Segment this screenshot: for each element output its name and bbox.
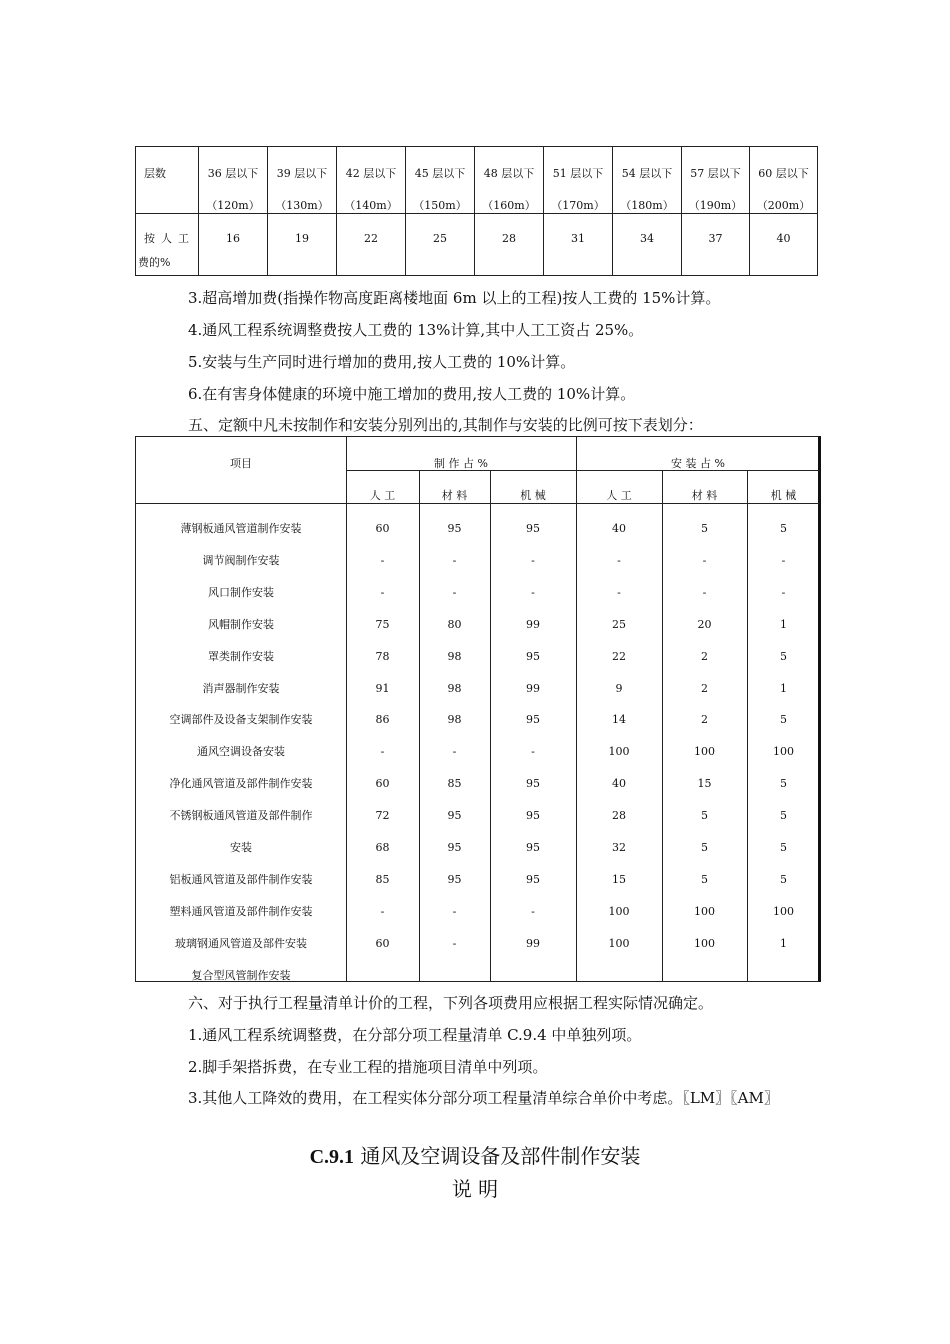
- ratio-value: 98: [447, 713, 462, 726]
- floor-label: 54 层以下: [621, 167, 673, 180]
- percentage-value: 16: [226, 232, 240, 245]
- ratio-value: 5: [780, 713, 787, 726]
- percentage-cell: [268, 214, 337, 276]
- ratio-row-name: 安装: [230, 841, 252, 854]
- ratio-value: -: [531, 905, 535, 918]
- paragraph: 五、定额中凡未按制作和安装分别列出的,其制作与安装的比例可按下表划分：: [188, 416, 703, 434]
- item-header: 项目: [230, 457, 252, 470]
- floor-label: 42 层以下: [345, 167, 397, 180]
- ratio-value: 5: [780, 841, 787, 854]
- table-divider: [346, 437, 347, 982]
- ratio-value: 75: [375, 618, 390, 631]
- ratio-value: 95: [526, 713, 540, 726]
- ratio-value: -: [380, 905, 385, 918]
- height-label: （180m）: [620, 199, 674, 212]
- ratio-value: 5: [780, 873, 787, 886]
- percentage-cell: [544, 214, 613, 276]
- paragraph: 6.在有害身体健康的环境中施工增加的费用,按人工费的 10%计算。: [188, 385, 636, 403]
- percentage-cell: [406, 214, 475, 276]
- ratio-value: 85: [375, 873, 390, 886]
- ratio-value: 2: [701, 713, 708, 726]
- ratio-value: -: [781, 586, 786, 599]
- height-label: （160m）: [482, 199, 536, 212]
- floor-header-row: [136, 147, 818, 214]
- sub-header: 材 料: [441, 489, 468, 502]
- floor-column-cell: [613, 147, 682, 214]
- percentage-cell: [750, 214, 818, 276]
- floor-label: 39 层以下: [276, 167, 328, 180]
- ratio-value: 5: [780, 650, 787, 663]
- sub-header: 机 械: [520, 489, 546, 502]
- ratio-value: 22: [612, 650, 626, 663]
- percentage-value: 34: [640, 232, 654, 245]
- ratio-value: 1: [780, 937, 787, 950]
- ratio-value: -: [452, 745, 457, 758]
- ratio-value: 91: [375, 682, 390, 695]
- ratio-value: -: [531, 554, 535, 567]
- ratio-value: 60: [375, 777, 390, 790]
- floor-label: 36 层以下: [207, 167, 259, 180]
- ratio-value: 5: [701, 841, 708, 854]
- ratio-value: 1: [780, 618, 787, 631]
- ratio-value: -: [452, 937, 457, 950]
- section-number: C.9.1: [309, 1146, 355, 1168]
- ratio-value: 40: [612, 777, 626, 790]
- ratio-value: 95: [447, 873, 462, 886]
- height-label: （200m）: [756, 199, 811, 212]
- percentage-cell: [475, 214, 544, 276]
- ratio-value: 85: [447, 777, 462, 790]
- ratio-value: 28: [612, 809, 626, 822]
- ratio-table: [135, 436, 821, 982]
- ratio-row-name: 风帽制作安装: [208, 618, 274, 631]
- floor-label: 60 层以下: [758, 167, 809, 180]
- subheading: 说 明: [451, 1177, 499, 1201]
- height-label: （140m）: [344, 199, 398, 212]
- section-heading: [0, 1143, 950, 1170]
- table-divider: [576, 437, 577, 982]
- ratio-value: 14: [612, 713, 626, 726]
- paragraph: 1.通风工程系统调整费，在分部分项工程量清单 C.9.4 中单独列项。: [188, 1026, 642, 1044]
- ratio-value: 95: [526, 777, 540, 790]
- ratio-value: 2: [701, 650, 708, 663]
- height-label: （150m）: [413, 199, 467, 212]
- percentage-value: 31: [571, 232, 585, 245]
- ratio-value: -: [380, 745, 385, 758]
- ratio-row-name: 通风空调设备安装: [197, 745, 285, 758]
- sub-header: 人 工: [606, 489, 632, 502]
- floor-row-label-cell: [136, 147, 199, 214]
- ratio-value: 100: [694, 905, 715, 918]
- sub-header: 机 械: [770, 489, 797, 502]
- percentage-cell: [337, 214, 406, 276]
- ratio-value: 32: [612, 841, 626, 854]
- ratio-value: 1: [780, 682, 787, 695]
- ratio-row-name: 风口制作安装: [208, 586, 274, 599]
- percentage-value: 22: [364, 232, 378, 245]
- ratio-value: 95: [447, 522, 462, 535]
- ratio-value: 80: [447, 618, 462, 631]
- ratio-value: 100: [773, 905, 794, 918]
- paragraph: 2.脚手架搭拆费，在专业工程的措施项目清单中列项。: [188, 1058, 548, 1076]
- ratio-value: -: [702, 586, 707, 599]
- percentage-label-line2: 费的%: [138, 256, 171, 269]
- floor-label: 51 层以下: [552, 167, 604, 180]
- ratio-row-name: 调节阀制作安装: [202, 554, 280, 567]
- ratio-value: 100: [773, 745, 794, 758]
- ratio-row-name: 净化通风管道及部件制作安装: [169, 777, 313, 790]
- ratio-value: 40: [612, 522, 626, 535]
- ratio-row-name: 塑料通风管道及部件制作安装: [169, 905, 313, 918]
- ratio-value: -: [452, 586, 457, 599]
- percentage-row: [136, 214, 818, 276]
- ratio-value: -: [531, 745, 535, 758]
- make-header: 制 作 占 %: [434, 457, 488, 470]
- ratio-value: 5: [701, 809, 708, 822]
- ratio-value: 100: [694, 745, 715, 758]
- ratio-value: 5: [780, 809, 787, 822]
- ratio-row-name: 复合型风管制作安装: [191, 969, 291, 982]
- percentage-label-line1: 按人工: [144, 232, 195, 245]
- floor-column-cell: [475, 147, 544, 214]
- ratio-value: -: [702, 554, 707, 567]
- floor-label: 48 层以下: [483, 167, 535, 180]
- ratio-row-name: 罩类制作安装: [208, 650, 274, 663]
- ratio-value: -: [617, 586, 621, 599]
- ratio-value: 95: [447, 809, 462, 822]
- percentage-value: 19: [295, 232, 309, 245]
- ratio-value: 95: [526, 650, 540, 663]
- sub-header: 人 工: [369, 489, 396, 502]
- floor-column-cell: [337, 147, 406, 214]
- ratio-value: 15: [612, 873, 626, 886]
- paragraph: 5.安装与生产同时进行增加的费用,按人工费的 10%计算。: [188, 353, 576, 371]
- ratio-value: 100: [608, 745, 630, 758]
- ratio-value: 20: [697, 618, 712, 631]
- ratio-value: 100: [608, 937, 630, 950]
- install-header: 安 装 占 %: [671, 457, 725, 470]
- ratio-value: 5: [780, 777, 787, 790]
- percentage-cell: [613, 214, 682, 276]
- ratio-value: -: [531, 586, 535, 599]
- percentage-cell: [199, 214, 268, 276]
- ratio-value: 15: [697, 777, 712, 790]
- ratio-row-name: 消声器制作安装: [202, 682, 280, 695]
- percentage-cell: [682, 214, 750, 276]
- ratio-value: 72: [375, 809, 390, 822]
- ratio-value: -: [452, 554, 457, 567]
- floor-column-cell: [268, 147, 337, 214]
- ratio-row-name: 空调部件及设备支架制作安装: [169, 713, 313, 726]
- ratio-value: 5: [701, 522, 708, 535]
- ratio-value: -: [617, 554, 621, 567]
- ratio-value: 99: [526, 682, 540, 695]
- floor-column-cell: [199, 147, 268, 214]
- ratio-value: -: [380, 586, 385, 599]
- paragraph: 3.其他人工降效的费用，在工程实体分部分项工程量清单综合单价中考虑。〖LM〗〖AM〗: [188, 1089, 779, 1107]
- ratio-value: 95: [526, 873, 540, 886]
- section-title: 通风及空调设备及部件制作安装: [354, 1144, 641, 1168]
- ratio-value: 95: [526, 841, 540, 854]
- floor-column-cell: [406, 147, 475, 214]
- height-label: （130m）: [275, 199, 329, 212]
- ratio-value: 95: [526, 809, 540, 822]
- ratio-value: 95: [526, 522, 540, 535]
- floor-column-cell: [750, 147, 818, 214]
- table-divider: [136, 503, 820, 504]
- ratio-value: 2: [701, 682, 708, 695]
- percentage-value: 40: [776, 232, 791, 245]
- ratio-value: 5: [701, 873, 708, 886]
- height-label: （170m）: [551, 199, 605, 212]
- floor-column-cell: [682, 147, 750, 214]
- ratio-row-name: 不锈钢板通风管道及部件制作: [169, 809, 313, 822]
- ratio-value: 86: [375, 713, 390, 726]
- ratio-value: 99: [526, 937, 540, 950]
- paragraph: 4.通风工程系统调整费按人工费的 13%计算,其中人工工资占 25%。: [188, 321, 644, 339]
- percentage-value: 37: [708, 232, 723, 245]
- ratio-value: 95: [447, 841, 462, 854]
- floor-label: 45 层以下: [414, 167, 466, 180]
- ratio-value: 60: [375, 937, 390, 950]
- paragraph: 3.超高增加费(指操作物高度距离楼地面 6m 以上的工程)按人工费的 15%计算。: [188, 289, 721, 307]
- percentage-value: 28: [502, 232, 516, 245]
- ratio-value: 9: [615, 682, 623, 695]
- height-label: （120m）: [206, 199, 260, 212]
- percentage-value: 25: [433, 232, 447, 245]
- ratio-value: -: [452, 905, 457, 918]
- ratio-value: 99: [526, 618, 540, 631]
- ratio-value: 25: [612, 618, 626, 631]
- height-label: （190m）: [688, 199, 743, 212]
- ratio-value: 98: [447, 650, 462, 663]
- floor-column-cell: [544, 147, 613, 214]
- floor-percentage-table: [135, 146, 818, 276]
- ratio-value: 100: [694, 937, 715, 950]
- ratio-value: 78: [375, 650, 390, 663]
- ratio-value: 60: [375, 522, 390, 535]
- ratio-row-name: 铝板通风管道及部件制作安装: [169, 873, 313, 886]
- floor-label: 57 层以下: [690, 167, 741, 180]
- ratio-value: 68: [375, 841, 390, 854]
- ratio-value: 5: [780, 522, 787, 535]
- sub-header: 材 料: [691, 489, 718, 502]
- ratio-value: -: [781, 554, 786, 567]
- ratio-value: 100: [608, 905, 630, 918]
- ratio-value: -: [380, 554, 385, 567]
- percentage-label-cell: [136, 214, 199, 276]
- ratio-row-name: 薄钢板通风管道制作安装: [180, 522, 302, 535]
- ratio-row-name: 玻璃钢通风管道及部件安装: [175, 937, 307, 950]
- floor-row-label: 层数: [144, 167, 166, 180]
- ratio-value: 98: [447, 682, 462, 695]
- paragraph: 六、对于执行工程量清单计价的工程，下列各项费用应根据工程实际情况确定。: [188, 994, 714, 1012]
